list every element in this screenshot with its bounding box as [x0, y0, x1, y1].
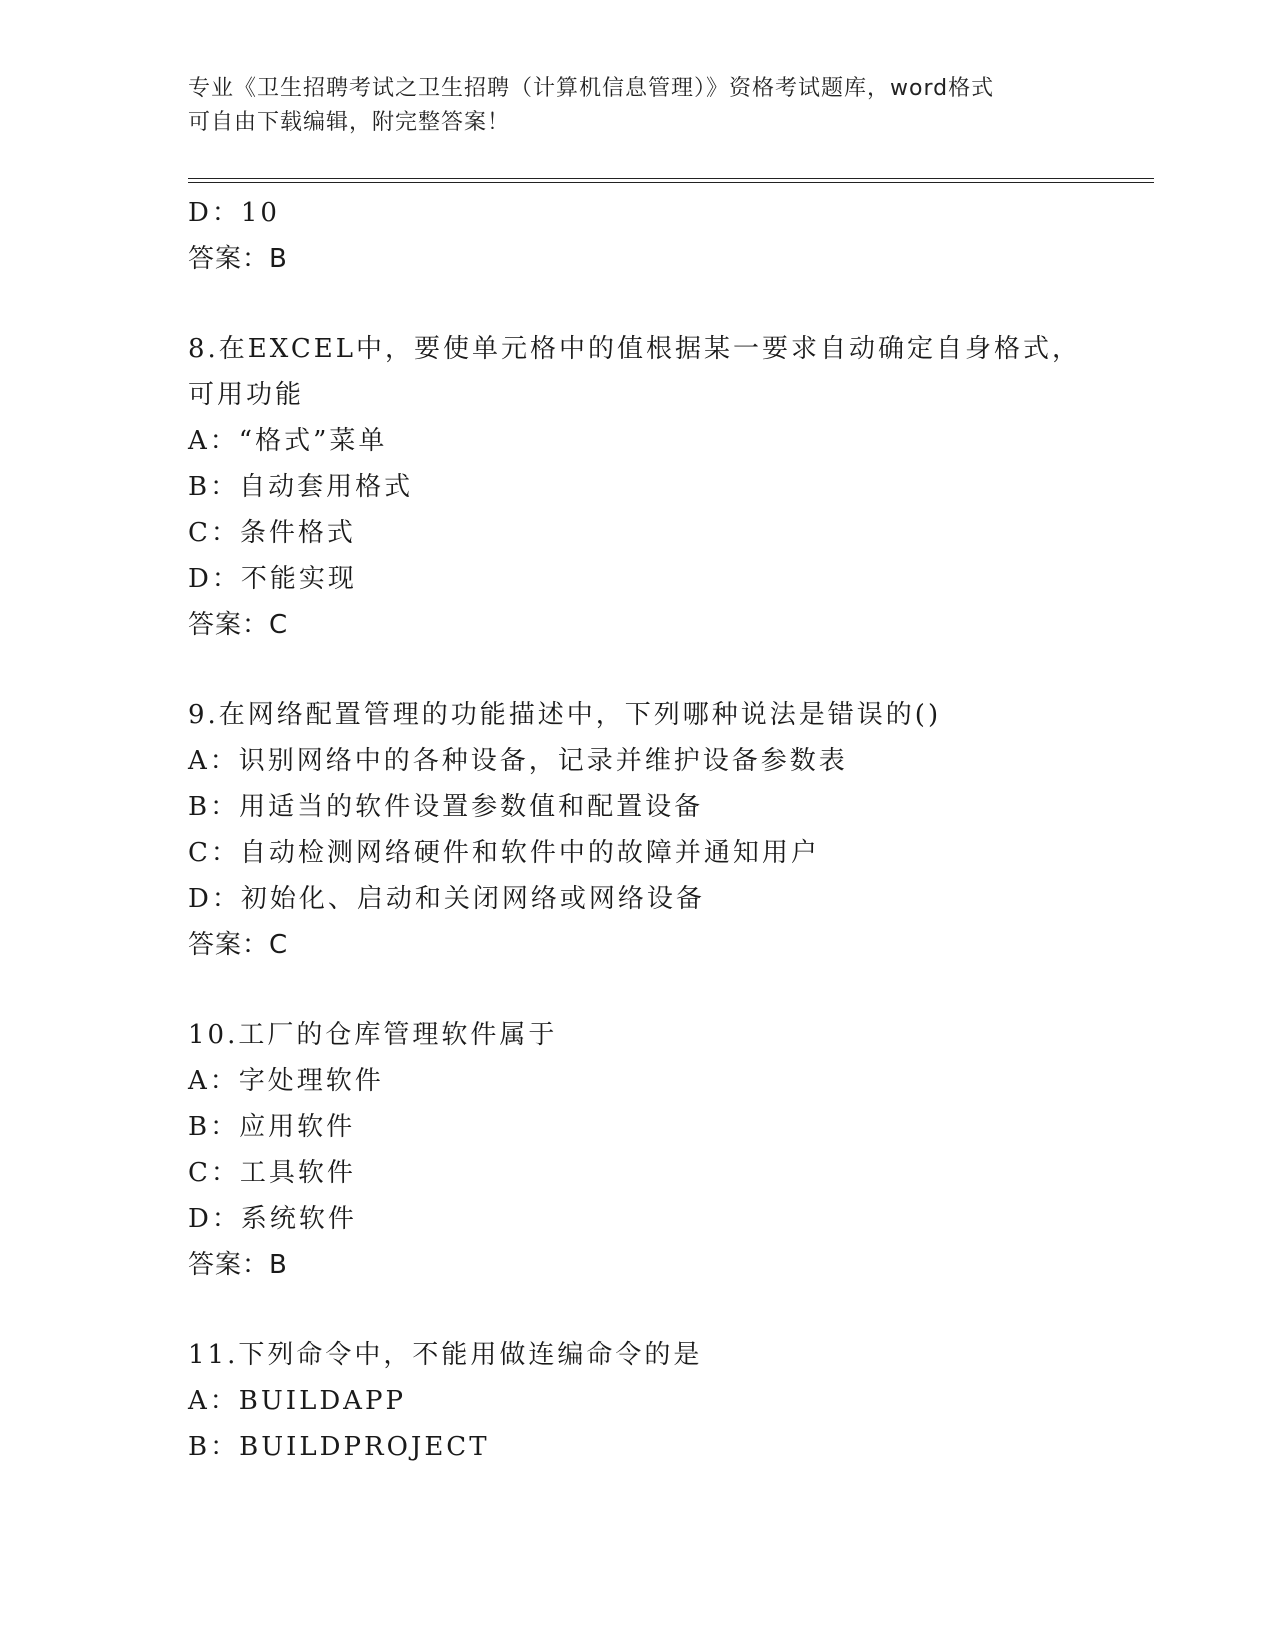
option-d: D：系统软件: [188, 1204, 357, 1234]
question-stem: 11.下列命令中，不能用做连编命令的是: [188, 1340, 703, 1370]
option-c: C：条件格式: [188, 518, 356, 548]
option-a: A：字处理软件: [188, 1066, 384, 1096]
option-a: A：识别网络中的各种设备，记录并维护设备参数表: [188, 746, 848, 776]
option-b: B：自动套用格式: [188, 472, 414, 502]
question-stem: 9.在网络配置管理的功能描述中，下列哪种说法是错误的(): [188, 700, 942, 730]
option-b: B：用适当的软件设置参数值和配置设备: [188, 792, 704, 822]
question-stem: 10.工厂的仓库管理软件属于: [188, 1020, 558, 1050]
question-8: [188, 326, 1148, 648]
header-line-2: 可自由下载编辑，附完整答案！: [188, 110, 511, 135]
question-11: [188, 1332, 1148, 1470]
question-stem: 8.在EXCEL中，要使单元格中的值根据某一要求自动确定自身格式，: [188, 334, 1081, 364]
option-c: C：自动检测网络硬件和软件中的故障并通知用户: [188, 838, 820, 868]
carryover-option-d: D：10: [188, 198, 280, 228]
answer: 答案：B: [188, 1250, 288, 1280]
question-stem-continued: 可用功能: [188, 380, 305, 410]
answer: 答案：C: [188, 930, 289, 960]
option-a: A：“格式”菜单: [188, 426, 388, 456]
option-b: B：应用软件: [188, 1112, 356, 1142]
option-a: A：BUILDAPP: [188, 1386, 406, 1416]
document-header: [188, 72, 1088, 140]
header-divider-top: [188, 178, 1154, 179]
question-content: [188, 190, 1148, 1470]
option-b: B：BUILDPROJECT: [188, 1432, 490, 1462]
answer: 答案：C: [188, 610, 289, 640]
header-divider-bottom: [188, 182, 1154, 183]
carryover-answer: 答案：B: [188, 244, 288, 274]
question-9: [188, 692, 1148, 968]
header-line-1: 专业《卫生招聘考试之卫生招聘（计算机信息管理）》资格考试题库，word格式: [188, 76, 995, 101]
option-c: C：工具软件: [188, 1158, 356, 1188]
question-10: [188, 1012, 1148, 1288]
option-d: D：不能实现: [188, 564, 357, 594]
option-d: D：初始化、启动和关闭网络或网络设备: [188, 884, 705, 914]
